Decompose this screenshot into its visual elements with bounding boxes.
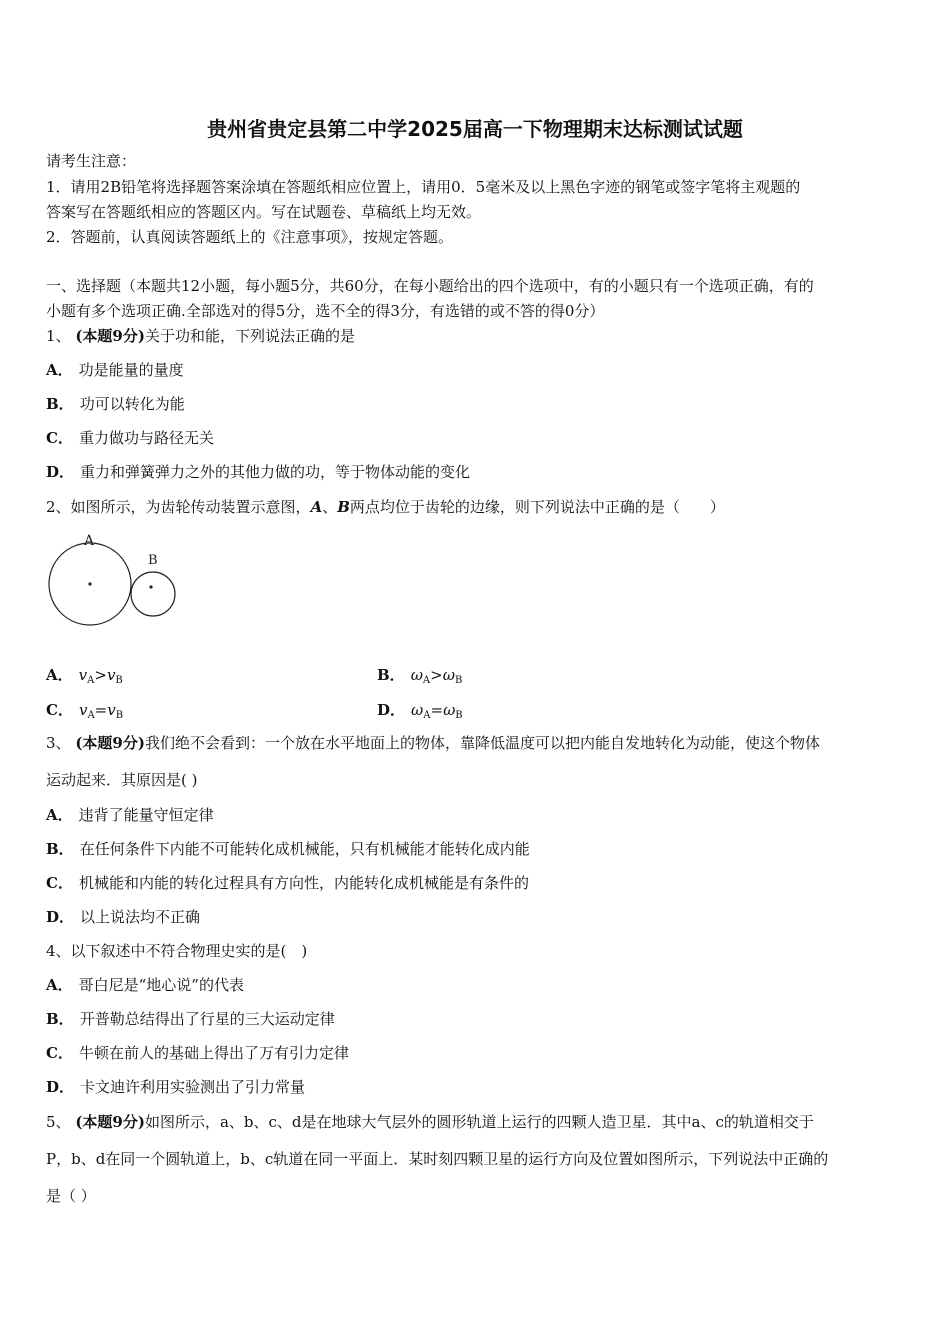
- option-text: 在任何条件下内能不可能转化成机械能，只有机械能才能转化成内能: [79, 840, 530, 858]
- q3-option-b[interactable]: [46, 839, 530, 859]
- point-a-label: A: [310, 498, 323, 516]
- question-text-part1: 如图所示，为齿轮传动装置示意图，: [70, 498, 311, 516]
- operator: >: [94, 666, 107, 684]
- subscript: B: [115, 710, 124, 721]
- question-3-stem-line1: [46, 733, 820, 753]
- option-letter: D．: [46, 463, 75, 481]
- question-text: 我们绝不会看到：一个放在水平地面上的物体，靠降低温度可以把内能自发地转化为动能，使这个物体: [144, 734, 820, 752]
- question-score: (本题9分): [75, 734, 145, 752]
- option-letter: D．: [46, 908, 75, 926]
- question-4-stem: [46, 941, 307, 961]
- q1-option-a[interactable]: [46, 360, 184, 380]
- option-letter: B．: [46, 840, 74, 858]
- symbol-omega: ω: [411, 701, 424, 719]
- option-text: 以上说法均不正确: [80, 908, 201, 926]
- gear-transmission-figure: [46, 528, 186, 638]
- q3-option-d[interactable]: [46, 907, 200, 927]
- small-gear-circle: [131, 572, 175, 616]
- q4-option-b[interactable]: [46, 1009, 335, 1029]
- option-letter: D．: [377, 701, 406, 719]
- q3-option-c[interactable]: [46, 873, 529, 893]
- option-letter: A．: [46, 666, 73, 684]
- option-letter: C．: [46, 1044, 73, 1062]
- option-text: 功是能量的量度: [78, 361, 184, 379]
- operator: >: [430, 666, 443, 684]
- question-text: 如图所示，a、b、c、d是在地球大气层外的圆形轨道上运行的四颗人造卫星．其中a、c的轨道相交于: [144, 1113, 814, 1131]
- subscript: B: [115, 675, 123, 686]
- subscript: B: [455, 710, 463, 721]
- q4-option-d[interactable]: [46, 1077, 305, 1097]
- operator: =: [430, 701, 444, 719]
- option-letter: A．: [46, 976, 73, 994]
- option-letter: A．: [46, 361, 73, 379]
- option-letter: C．: [46, 701, 73, 719]
- option-letter: C．: [46, 874, 73, 892]
- page-title: 贵州省贵定县第二中学2025届高一下物理期末达标测试试题: [207, 117, 743, 141]
- question-score: (本题9分): [75, 327, 145, 345]
- subscript: A: [87, 675, 95, 686]
- option-text: 机械能和内能的转化过程具有方向性，内能转化成机械能是有条件的: [78, 874, 529, 892]
- option-text: 哥白尼是“地心说”的代表: [78, 976, 244, 994]
- option-text: 功可以转化为能: [79, 395, 185, 413]
- option-text: 重力做功与路径无关: [78, 429, 214, 447]
- option-text: 卡文迪许利用实验测出了引力常量: [80, 1078, 306, 1096]
- question-number: 4、: [46, 942, 71, 960]
- question-text-part2: 两点均位于齿轮的边缘，则下列说法中正确的是（ ）: [349, 498, 725, 516]
- notice-item-1: 1．请用2B铅笔将选择题答案涂填在答题纸相应位置上，请用0．5毫米及以上黑色字迹的钢笔或签字笔将主观题的: [46, 178, 801, 196]
- option-text: 违背了能量守恒定律: [78, 806, 214, 824]
- point-b-label: B: [337, 498, 350, 516]
- symbol-omega: ω: [442, 666, 455, 684]
- symbol-v: v: [107, 701, 116, 719]
- question-text: 以下叙述中不符合物理史实的是( ): [70, 942, 308, 960]
- q2-option-b[interactable]: [377, 665, 462, 691]
- subscript: B: [454, 675, 463, 686]
- question-text: 关于功和能，下列说法正确的是: [144, 327, 355, 345]
- figure-label-b: B: [148, 553, 158, 568]
- option-letter: D．: [46, 1078, 75, 1096]
- subscript: A: [423, 710, 431, 721]
- notice-item-2: 2．答题前，认真阅读答题纸上的《注意事项》，按规定答题。: [46, 228, 454, 246]
- separator: 、: [322, 498, 338, 516]
- question-5-stem-line2: P，b、d在同一个圆轨道上，b、c轨道在同一平面上．某时刻四颗卫星的运行方向及位置如图所示，下列说法中正确的: [46, 1150, 829, 1168]
- q2-option-a[interactable]: [46, 665, 123, 691]
- section-heading-line2: 小题有多个选项正确.全部选对的得5分，选不全的得3分，有选错的或不答的得0分）: [46, 302, 605, 320]
- question-2-stem: [46, 497, 725, 517]
- q3-option-a[interactable]: [46, 805, 214, 825]
- question-number: 1、: [46, 327, 71, 345]
- option-letter: B．: [377, 666, 405, 684]
- symbol-omega: ω: [443, 701, 456, 719]
- small-gear-center: [149, 585, 152, 588]
- symbol-omega: ω: [410, 666, 423, 684]
- q4-option-c[interactable]: [46, 1043, 349, 1063]
- symbol-v: v: [106, 666, 116, 684]
- symbol-v: v: [78, 666, 88, 684]
- question-5-stem-line1: [46, 1112, 814, 1132]
- subscript: A: [87, 710, 95, 721]
- option-letter: C．: [46, 429, 73, 447]
- operator: =: [94, 701, 108, 719]
- section-heading-line1: 一、选择题（本题共12小题，每小题5分，共60分，在每小题给出的四个选项中，有的小题只有一个选项正确，有的: [46, 277, 814, 295]
- question-number: 2、: [46, 498, 71, 516]
- option-letter: B．: [46, 395, 74, 413]
- figure-label-a: A: [84, 533, 95, 549]
- q1-option-b[interactable]: [46, 394, 185, 414]
- question-score: (本题9分): [75, 1113, 145, 1131]
- symbol-v: v: [78, 701, 88, 719]
- option-letter: A．: [46, 806, 73, 824]
- option-text: 牛顿在前人的基础上得出了万有引力定律: [78, 1044, 349, 1062]
- large-gear-center: [88, 582, 91, 585]
- option-text: 开普勒总结得出了行星的三大运动定律: [79, 1010, 335, 1028]
- question-number: 3、: [46, 734, 71, 752]
- question-1-stem: [46, 326, 355, 346]
- option-text: 重力和弹簧弹力之外的其他力做的功，等于物体动能的变化: [80, 463, 471, 481]
- question-3-stem-line2: 运动起来．其原因是( ): [46, 771, 198, 789]
- option-letter: B．: [46, 1010, 74, 1028]
- question-number: 5、: [46, 1113, 71, 1131]
- q1-option-c[interactable]: [46, 428, 214, 448]
- q2-option-d[interactable]: [377, 700, 463, 726]
- subscript: A: [422, 675, 431, 686]
- notice-heading: 请考生注意：: [46, 152, 137, 170]
- q2-option-c[interactable]: [46, 700, 123, 726]
- question-5-stem-line3: 是（ ）: [46, 1187, 96, 1205]
- q4-option-a[interactable]: [46, 975, 244, 995]
- q1-option-d[interactable]: [46, 462, 470, 482]
- notice-item-1-cont: 答案写在答题纸相应的答题区内。写在试题卷、草稿纸上均无效。: [46, 203, 482, 221]
